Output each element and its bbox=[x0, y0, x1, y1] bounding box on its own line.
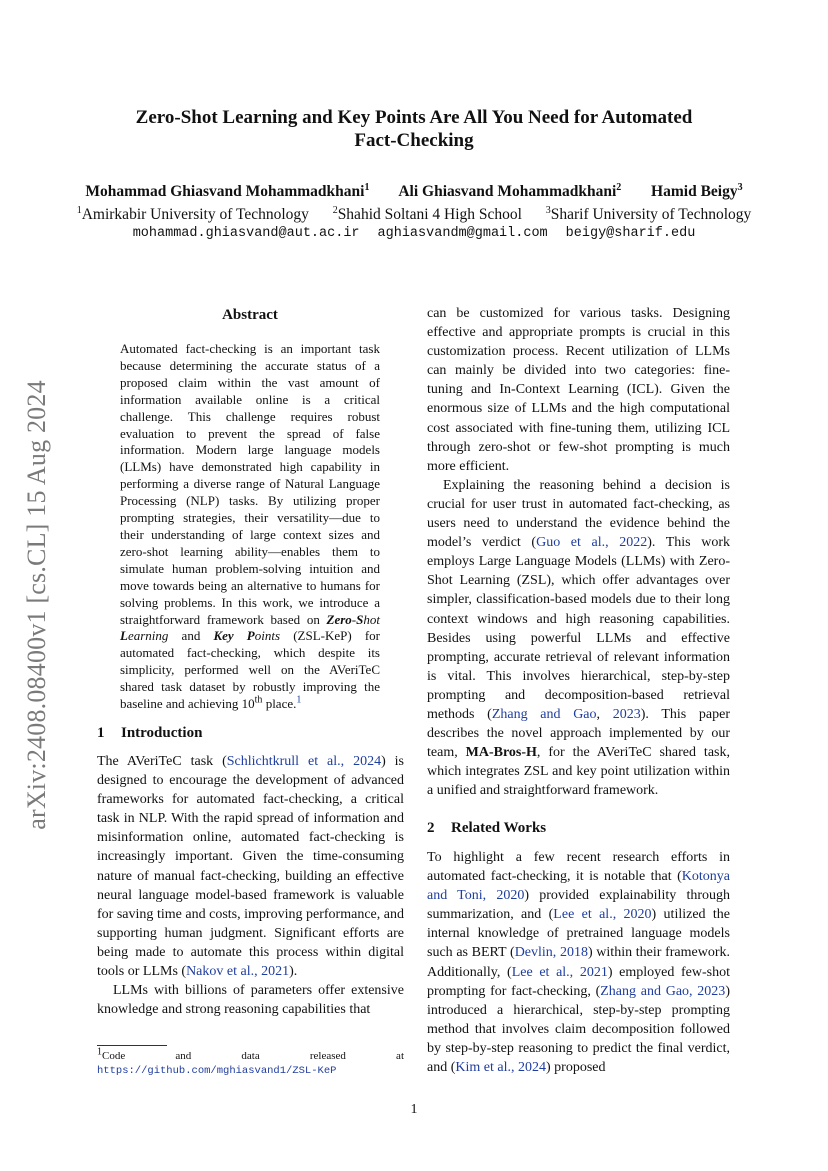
footnote-marker: 1 bbox=[97, 1046, 102, 1058]
body-text: The AVeriTeC task ( bbox=[97, 754, 227, 769]
introduction-body bbox=[97, 752, 404, 1019]
body-text: To highlight a few recent research efforts in automated fact-checking, it is notable that ( bbox=[427, 850, 730, 885]
paragraph: can be customized for various tasks. Designing effective and appropriate prompts is crucial in this customization process. Recent utilization of LLMs can mainly be divided into two categories: fine-tuning and In-Context Learning (ICL). Given the enormous size of LLMs and the high computational cost associated with fine-tuning them, utilizing ICL through zero-shot or few-shot prompting is much more efficient. bbox=[427, 306, 730, 474]
footnote bbox=[97, 1046, 404, 1078]
citation-link[interactable]: Kotonya and Toni, 2020 bbox=[427, 869, 730, 904]
abstract-emph: oints bbox=[254, 628, 281, 644]
right-column-continuation bbox=[427, 304, 730, 800]
abstract-emph: - bbox=[351, 611, 357, 627]
citation-link[interactable]: Kim et al., 2024 bbox=[455, 1060, 546, 1076]
email-link[interactable]: mohammad.ghiasvand@aut.ac.ir bbox=[132, 226, 360, 241]
body-text: ) introduced a hierarchical, step-by-step prompting method that involves claim decomposition followed by step-by-step reasoning to predict the final verdict, and ( bbox=[427, 983, 730, 1076]
citation-link[interactable]: Lee et al., 2021 bbox=[511, 964, 608, 980]
abstract-text: (ZSL-KeP) for automated fact-checking, which despite its simplicity, performed well on the AVeriTeC shared task dataset by robustly improving the baseline and achieving 10 bbox=[120, 628, 380, 712]
section-title: Introduction bbox=[121, 725, 203, 741]
footnote-text: Code and data released at bbox=[102, 1050, 404, 1062]
author-name: Ali Ghiasvand Mohammadkhani bbox=[398, 183, 617, 200]
abstract-emph: Key bbox=[213, 628, 234, 644]
abstract-text: place. bbox=[262, 696, 297, 712]
section-heading-related-works bbox=[427, 820, 546, 837]
email-list bbox=[30, 226, 798, 241]
affil-mark: 1 bbox=[76, 204, 82, 216]
body-text: ) is designed to encourage the development of advanced frameworks for automated fact-checking, a critical task in NLP. With the rapid spread of information and misinformation online, automated fact-checking is increasingly important. Given the time-consuming nature of manual fact-checking, building an effective neural language model-based framework is valuable for saving time and costs, improving performance, and supporting human judgment. Significant efforts are being made to automate this process within digital tools or LLMs ( bbox=[97, 754, 405, 980]
abstract-emph: Zero bbox=[326, 611, 352, 627]
abstract-emph: earning bbox=[127, 628, 169, 644]
affiliation: Amirkabir University of Technology bbox=[81, 206, 309, 223]
arxiv-id: arXiv:2408.08400v1 [cs.CL] 15 Aug 2024 bbox=[22, 380, 51, 830]
author-name: Mohammad Ghiasvand Mohammadkhani bbox=[85, 183, 365, 200]
title-line-1: Zero-Shot Learning and Key Points Are All You Need for Automated bbox=[135, 107, 693, 128]
footnote-rule bbox=[97, 1045, 167, 1046]
email-link[interactable]: aghiasvandm@gmail.com bbox=[377, 226, 548, 241]
email-link[interactable]: beigy@sharif.edu bbox=[565, 226, 696, 241]
section-number: 1 bbox=[97, 725, 105, 741]
author-affil-mark: 3 bbox=[737, 181, 743, 193]
affiliation-list bbox=[30, 206, 798, 224]
page-number: 1 bbox=[410, 1102, 418, 1117]
body-text: Explaining the reasoning behind a decision is crucial for user trust in automated fact-checking, as users need to understand the evidence behind the model’s verdict ( bbox=[427, 477, 730, 551]
abstract-emph: L bbox=[120, 628, 128, 644]
paragraph: LLMs with billions of parameters offer extensive knowledge and strong reasoning capabilities that bbox=[97, 983, 404, 1018]
body-text: ). This paper describes the novel approach implemented by our team, bbox=[427, 706, 731, 761]
section-number: 2 bbox=[427, 820, 435, 836]
affiliation: Sharif University of Technology bbox=[550, 206, 752, 223]
citation-link[interactable]: Zhang and Gao, 2023 bbox=[600, 983, 726, 999]
body-text: ). bbox=[289, 964, 298, 980]
citation-link[interactable]: Devlin, 2018 bbox=[514, 945, 588, 961]
affil-mark: 2 bbox=[332, 204, 338, 216]
title-line-2: Fact-Checking bbox=[354, 130, 474, 151]
affil-mark: 3 bbox=[545, 204, 551, 216]
abstract-text: Automated fact-checking is an important task because determining the accurate status of a proposed claim within the vast amount of information available online is a critical challenge. This challenge requires robust evaluation to prevent the spread of false information. Modern large language models (LLMs) have demonstrated high capability in performing a diverse range of Natural Language Processing (NLP) tasks. By utilizing proper prompting strategies, their versatility—due to their understanding of large context sizes and zero-shot learning ability—enables them to simulate human problem-solving intuition and move towards being an alternative to humans for solving problems. In this work, we introduce a straightforward framework based on bbox=[120, 341, 380, 627]
section-heading-introduction bbox=[97, 725, 202, 742]
body-text: ) provided explainability through summarization, and ( bbox=[427, 888, 730, 923]
author-name: Hamid Beigy bbox=[651, 183, 738, 200]
body-text: ) utilized the internal knowledge of pretrained language models such as BERT ( bbox=[427, 907, 731, 961]
body-text: ). This work employs Large Language Models (LLMs) with Zero-Shot Learning (ZSL), which offer advantages over simpler, classification-based models due to their long context windows and high reasoning capabilities. Besides using powerful LLMs and effective prompting, accurate retrieval of relevant information is vital. This involves hierarchical, step-by-step prompting and decomposition-based retrieval methods ( bbox=[427, 535, 730, 722]
abstract-heading: Abstract bbox=[222, 307, 278, 323]
ordinal-suffix: th bbox=[254, 694, 263, 706]
footnote-marker[interactable]: 1 bbox=[296, 694, 302, 706]
citation-link[interactable]: Lee et al., 2020 bbox=[553, 907, 652, 923]
related-works-body bbox=[427, 848, 730, 1077]
abstract-emph: hot bbox=[363, 611, 380, 627]
abstract-text: and bbox=[168, 628, 214, 644]
abstract-emph: S bbox=[356, 611, 364, 627]
arxiv-sidebar-stamp bbox=[22, 360, 52, 850]
affiliation: Shahid Soltani 4 High School bbox=[337, 206, 522, 223]
section-title: Related Works bbox=[451, 820, 547, 836]
paragraph bbox=[427, 848, 730, 1077]
paper-title bbox=[60, 106, 768, 152]
author-affil-mark: 1 bbox=[364, 181, 370, 193]
abstract-body bbox=[120, 341, 380, 713]
body-text: ) within their framework. Additionally, ( bbox=[427, 945, 730, 980]
body-text: ) proposed bbox=[546, 1060, 606, 1076]
author-list bbox=[40, 183, 788, 201]
paragraph: Explaining the reasoning behind a decision is crucial for user trust in automated fact-checking, as users need to understand the evidence behind the model’s verdict (Guo et al., 2022). This work employs Large Language Models (LLMs) with Zero-Shot Learning (ZSL), which offer advantages over simpler, classification-based models due to their long context windows and high reasoning capabilities. Besides using powerful LLMs and effective prompting, accurate retrieval of relevant information is vital. This involves hierarchical, step-by-step prompting and decomposition-based retrieval methods (Zhang and Gao, 2023). This paper describes the novel approach implemented by our team, MA-Bros-H, for the AVeriTeC shared task, which integrates ZSL and key point utilization within a unified and straightforward framework. bbox=[427, 477, 731, 799]
body-text: , for the AVeriTeC shared task, which integrates ZSL and key point utilization within a unified and straightforward framework. bbox=[427, 745, 730, 799]
abstract-emph: P bbox=[233, 628, 255, 644]
citation-link[interactable]: Zhang and Gao bbox=[491, 706, 597, 722]
citation-link[interactable]: Schlichtkrull et al., 2024 bbox=[226, 754, 382, 769]
citation-link[interactable]: Guo et al., 2022 bbox=[536, 535, 648, 551]
team-name: MA-Bros-H bbox=[465, 745, 537, 761]
paragraph bbox=[97, 752, 404, 981]
footnote-url-link[interactable]: https://github.com/mghiasvand1/ZSL-KeP bbox=[97, 1065, 337, 1077]
body-text: ) employed few-shot prompting for fact-checking, ( bbox=[427, 964, 731, 999]
author-affil-mark: 2 bbox=[616, 181, 622, 193]
citation-link[interactable]: Nakov et al., 2021 bbox=[186, 964, 290, 980]
citation-link[interactable]: 2023 bbox=[612, 706, 641, 722]
